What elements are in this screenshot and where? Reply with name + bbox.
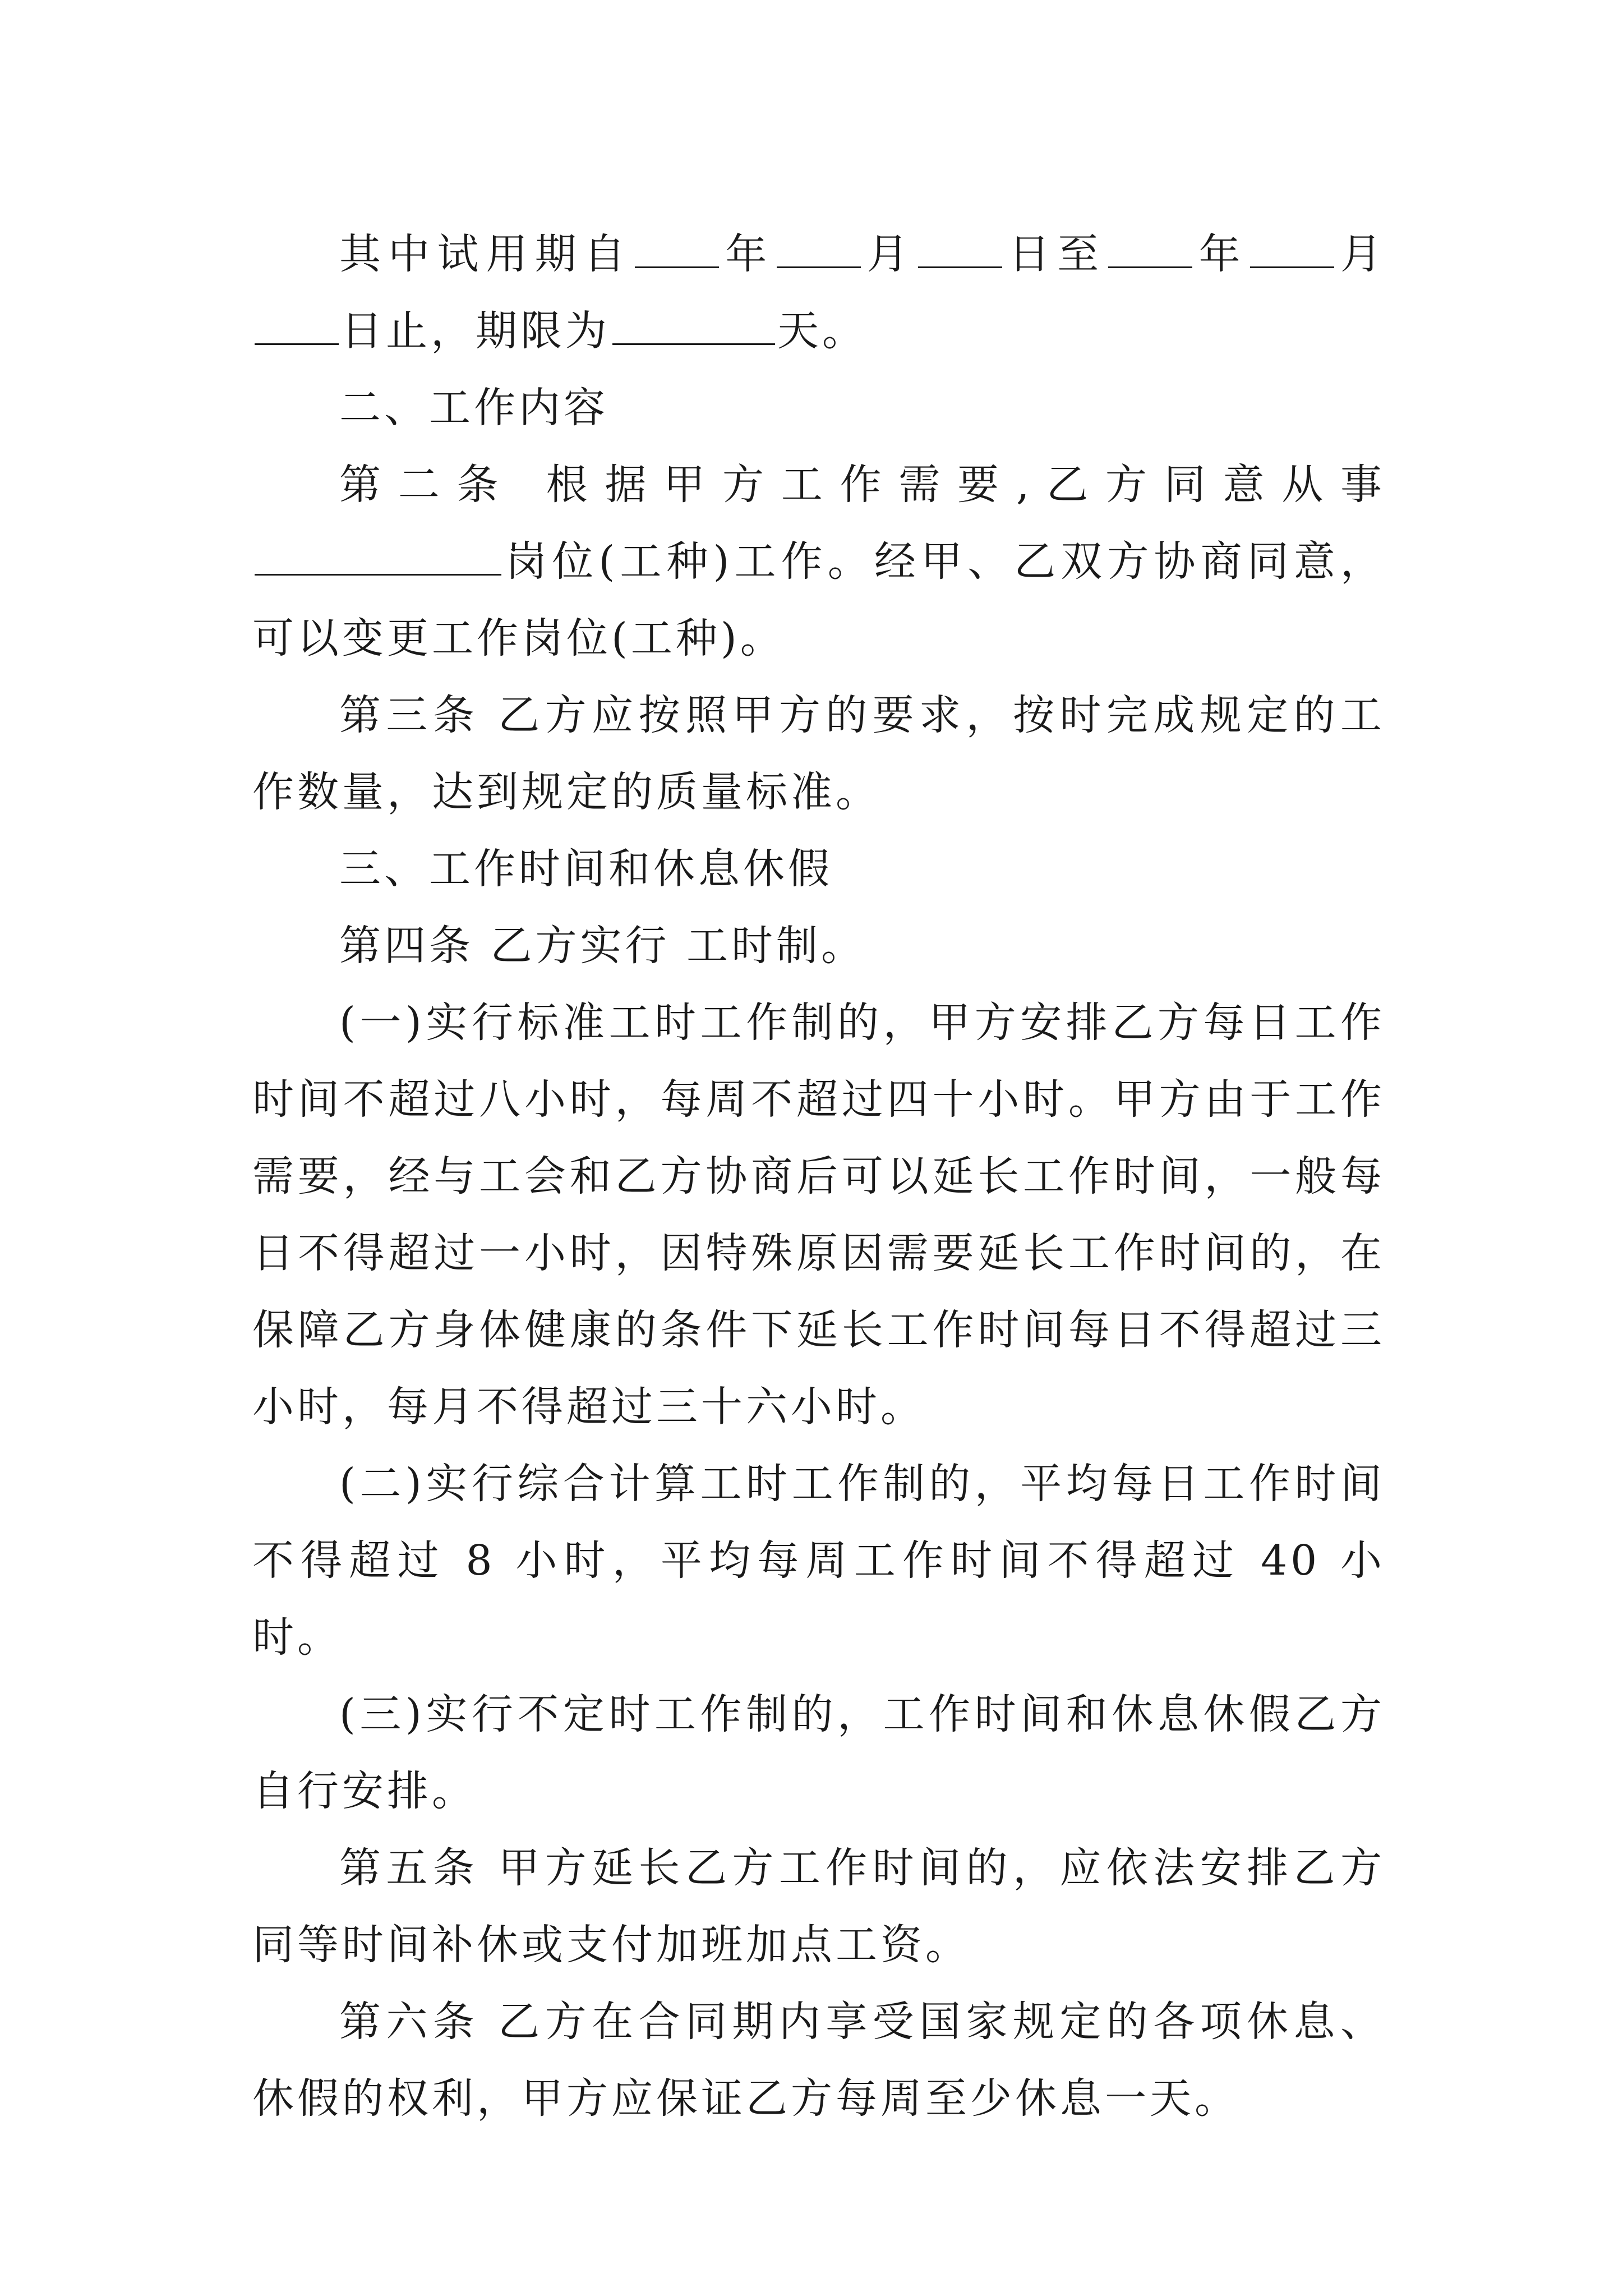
document-body	[252, 216, 1385, 2137]
article-6: 第六条 乙方在合同期内享受国家规定的各项休息、休假的权利，甲方应保证乙方每周至少休息一天。	[252, 1998, 1385, 2123]
blank-month-end	[1250, 225, 1334, 268]
blank-position	[255, 532, 501, 576]
period-text: 日止，期限为	[341, 307, 610, 355]
section-heading-work-time: 三、工作时间和休息休假	[339, 845, 833, 893]
blank-days	[612, 302, 775, 345]
clause-flexible-hours: (三)实行不定时工作制的，工作时间和休息休假乙方自行安排。	[252, 1690, 1385, 1815]
year-label: 年	[721, 230, 774, 278]
article-2-text: 第二条 根据甲方工作需要,乙方同意从事	[339, 461, 1385, 509]
month-label: 月	[863, 230, 916, 278]
clause-standard-hours: (一)实行标准工时工作制的，甲方安排乙方每日工作时间不超过八小时，每周不超过四十小时。甲方由于工作需要，经与工会和乙方协商后可以延长工作时间，一般每日不得超过一小时，因特殊原因需要延长工作时间的，在保障乙方身体健康的条件下延长工作时间每日不得超过三小时，每月不得超过三十六小时。	[252, 999, 1385, 1431]
section-heading-work-content: 二、工作内容	[339, 384, 608, 432]
blank-day-start	[918, 225, 1002, 268]
year-label: 年	[1195, 230, 1248, 278]
article-5: 第五条 甲方延长乙方工作时间的，应依法安排乙方同等时间补休或支付加班加点工资。	[252, 1844, 1385, 1969]
article-2-text-cont: 岗位(工种)工作。经甲、乙双方协商同意，可以变更工作岗位(工种)。	[252, 537, 1385, 662]
blank-day-end	[255, 302, 339, 345]
day-label: 日至	[1004, 230, 1106, 278]
article-2	[252, 447, 1385, 677]
blank-month-start	[777, 225, 861, 268]
probation-paragraph	[252, 216, 1385, 370]
clause-comprehensive-hours: (二)实行综合计算工时工作制的，平均每日工作时间不得超过 8 小时，平均每周工作时间不得超过 40 小时。	[252, 1460, 1385, 1662]
month-label: 月	[1336, 230, 1385, 278]
article-3: 第三条 乙方应按照甲方的要求，按时完成规定的工作数量，达到规定的质量标准。	[252, 691, 1385, 816]
blank-year-end	[1108, 225, 1192, 268]
blank-year-start	[635, 225, 719, 268]
probation-text: 其中试用期自	[339, 230, 633, 278]
days-label: 天。	[777, 307, 867, 355]
article-4: 第四条 乙方实行 工时制。	[339, 922, 866, 970]
